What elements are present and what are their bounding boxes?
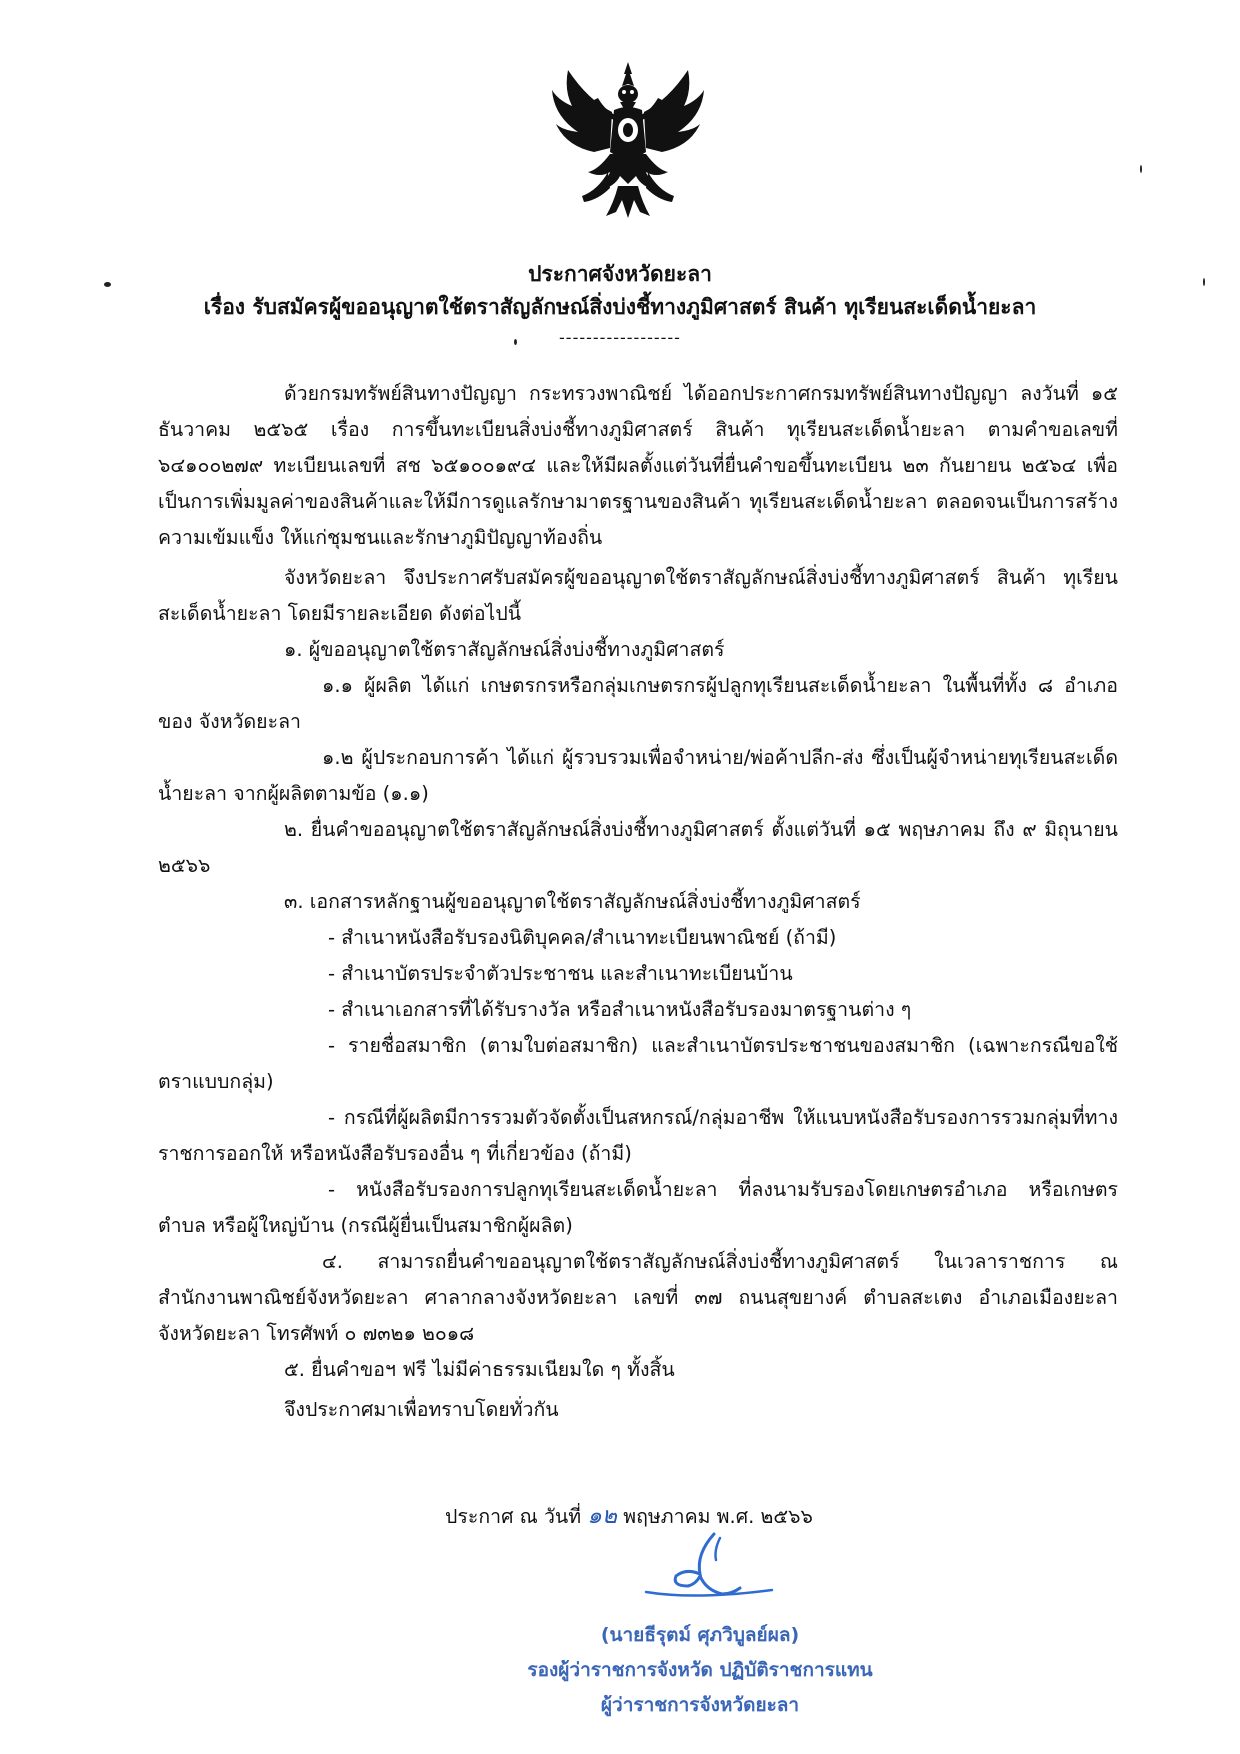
item-1-1: ๑.๑ ผู้ผลิต ได้แก่ เกษตรกรหรือกลุ่มเกษตรกรผู้ปลูกทุเรียนสะเด็ดน้ำยะลา ในพื้นที่ทั้ง ๘ อำเภอของ จังหวัดยะลา <box>158 674 1118 733</box>
paragraph-background: ด้วยกรมทรัพย์สินทางปัญญา กระทรวงพาณิชย์ ได้ออกประกาศกรมทรัพย์สินทางปัญญา ลงวันที่ ๑๕ ธันวาคม ๒๕๖๕ เรื่อง การขึ้นทะเบียนสิ่งบ่งชี้ทางภูมิศาสตร์ สินค้า ทุเรียนสะเด็ดน้ำยะลา ตามคำขอเลขที่ ๖๔๑๐๐๒๗๙ ทะเบียนเลขที่ สช ๖๕๑๐๐๑๙๔ และให้มีผลตั้งแต่วันที่ยื่นคำขอขึ้นทะเบียน ๒๓ กันยายน ๒๕๖๔ เพื่อเป็นการเพิ่มมูลค่าของสินค้าและให้มีการดูแลรักษามาตรฐานของสินค้า ทุเรียนสะเด็ดน้ำยะลา ตลอดจนเป็นการสร้างความเข้มแข็ง ให้แก่ชุมชนและรักษาภูมิปัญญาท้องถิ่น <box>158 382 1118 549</box>
announcement-date <box>445 1498 813 1534</box>
paragraph-call: จังหวัดยะลา จึงประกาศรับสมัครผู้ขออนุญาตใช้ตราสัญลักษณ์สิ่งบ่งชี้ทางภูมิศาสตร์ สินค้า ทุเรียนสะเด็ดน้ำยะลา โดยมีรายละเอียด ดังต่อไปนี้ <box>158 566 1118 625</box>
item-1: ๑. ผู้ขออนุญาตใช้ตราสัญลักษณ์สิ่งบ่งชี้ทางภูมิศาสตร์ <box>284 638 725 661</box>
scan-speck <box>1140 165 1142 173</box>
garuda-emblem-icon <box>548 60 708 220</box>
signatory-position: รองผู้ว่าราชการจังหวัด ปฏิบัติราชการแทน <box>527 1659 873 1681</box>
document-item-3: - สำเนาเอกสารที่ได้รับรางวัล หรือสำเนาหนังสือรับรองมาตรฐานต่าง ๆ <box>328 998 912 1021</box>
scan-speck <box>1203 278 1205 286</box>
date-suffix: พฤษภาคม พ.ศ. ๒๕๖๖ <box>623 1505 813 1528</box>
document-item-4: - รายชื่อสมาชิก (ตามใบต่อสมาชิก) และสำเนาบัตรประชาชนของสมาชิก (เฉพาะกรณีขอใช้ตราแบบกลุ่ม) <box>158 1034 1118 1093</box>
scan-speck <box>514 339 517 345</box>
item-4: ๔. สามารถยื่นคำขออนุญาตใช้ตราสัญลักษณ์สิ่งบ่งชี้ทางภูมิศาสตร์ ในเวลาราชการ ณ สำนักงานพาณิชย์จังหวัดยะลา ศาลากลางจังหวัดยะลา เลขที่ ๓๗ ถนนสุขยางค์ ตำบลสะเตง อำเภอเมืองยะลา จังหวัดยะลา โทรศัพท์ ๐ ๗๓๒๑ ๒๐๑๘ <box>158 1250 1118 1345</box>
document-item-5: - กรณีที่ผู้ผลิตมีการรวมตัวจัดตั้งเป็นสหกรณ์/กลุ่มอาชีพ ให้แนบหนังสือรับรองการรวมกลุ่มที่ทางราชการออกให้ หรือหนังสือรับรองอื่น ๆ ที่เกี่ยวข้อง (ถ้ามี) <box>158 1106 1118 1165</box>
separator-line: ------------------ <box>559 328 681 347</box>
signatory-office: ผู้ว่าราชการจังหวัดยะลา <box>600 1694 800 1716</box>
document-item-2: - สำเนาบัตรประจำตัวประชาชน และสำเนาทะเบียนบ้าน <box>328 962 793 985</box>
document-item-1: - สำเนาหนังสือรับรองนิติบุคคล/สำเนาทะเบียนพาณิชย์ (ถ้ามี) <box>328 926 837 949</box>
item-3: ๓. เอกสารหลักฐานผู้ขออนุญาตใช้ตราสัญลักษณ์สิ่งบ่งชี้ทางภูมิศาสตร์ <box>284 890 861 913</box>
item-5: ๕. ยื่นคำขอฯ ฟรี ไม่มีค่าธรรมเนียมใด ๆ ทั้งสิ้น <box>284 1358 675 1381</box>
announcement-title: ประกาศจังหวัดยะลา <box>528 262 712 286</box>
item-2: ๒. ยื่นคำขออนุญาตใช้ตราสัญลักษณ์สิ่งบ่งชี้ทางภูมิศาสตร์ ตั้งแต่วันที่ ๑๕ พฤษภาคม ถึง ๙ มิถุนายน ๒๕๖๖ <box>158 818 1118 877</box>
handwritten-signature <box>636 1530 776 1610</box>
scan-speck <box>104 282 111 287</box>
closing-line: จึงประกาศมาเพื่อทราบโดยทั่วกัน <box>284 1398 559 1421</box>
item-1-2: ๑.๒ ผู้ประกอบการค้า ได้แก่ ผู้รวบรวมเพื่อจำหน่าย/พ่อค้าปลีก-ส่ง ซึ่งเป็นผู้จำหน่ายทุเรียนสะเด็ดน้ำยะลา จากผู้ผลิตตามข้อ (๑.๑) <box>158 746 1118 805</box>
announcement-subject: เรื่อง รับสมัครผู้ขออนุญาตใช้ตราสัญลักษณ์สิ่งบ่งชี้ทางภูมิศาสตร์ สินค้า ทุเรียนสะเด็ดน้ำยะลา <box>203 295 1037 319</box>
signatory-name: (นายธีรุตม์ ศุภวิบูลย์ผล) <box>600 1624 800 1646</box>
date-prefix: ประกาศ ณ วันที่ <box>445 1505 582 1528</box>
announcement-body <box>158 376 1118 1428</box>
document-item-6: - หนังสือรับรองการปลูกทุเรียนสะเด็ดน้ำยะลา ที่ลงนามรับรองโดยเกษตรอำเภอ หรือเกษตรตำบล หรือผู้ใหญ่บ้าน (กรณีผู้ยื่นเป็นสมาชิกผู้ผลิต) <box>158 1178 1118 1237</box>
date-day-handwritten: ๑๒ <box>587 1503 618 1529</box>
